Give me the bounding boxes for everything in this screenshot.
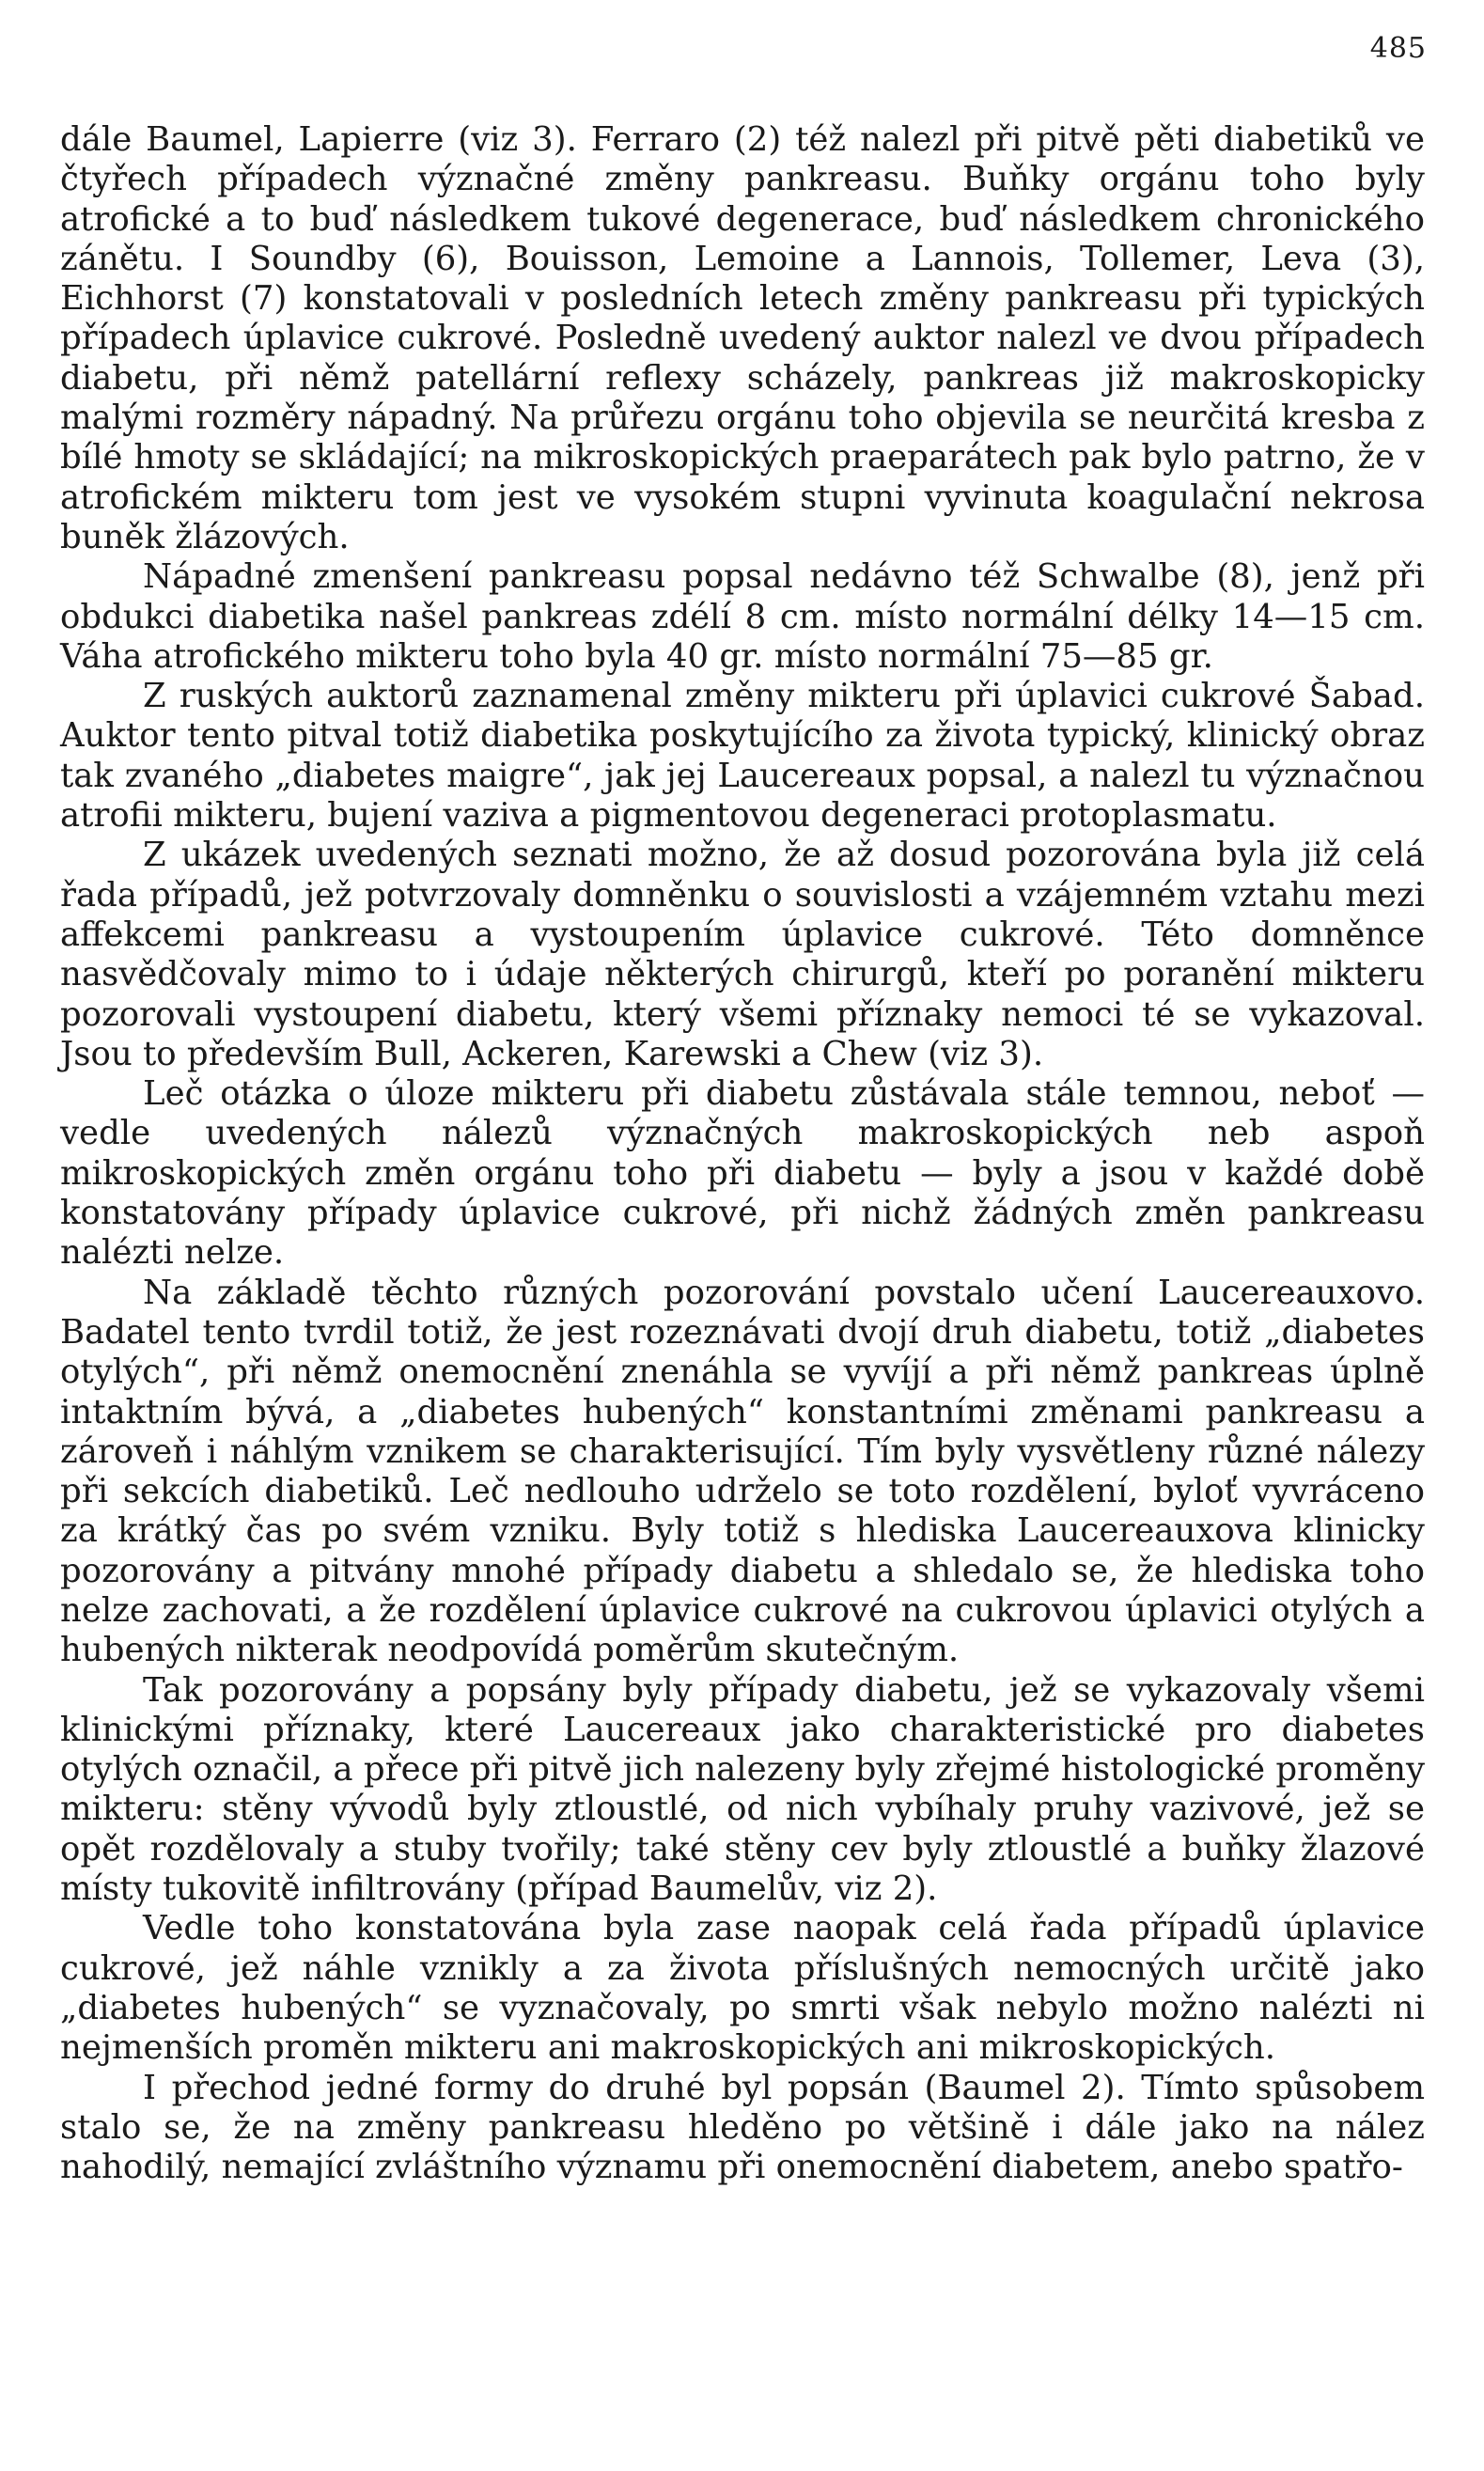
paragraph-4: Z ukázek uvedených seznati možno, že až dosud pozorována byla již celá řada případů, jež potvrzovaly domněnku o souvislosti a vzájemném vztahu mezi affekcemi pankreasu a vystoupením úplavice cukrové. Této domněnce nasvědčovaly mimo to i údaje některých chirurgů, kteří po poranění mikteru pozorovali vystoupení diabetu, který všemi příznaky nemoci té se vykazoval. Jsou to především Bull, Ackeren, Karewski a Chew (viz 3). (60, 836, 1425, 1073)
page-number: 485 (1369, 32, 1427, 65)
paragraph-1: dále Baumel, Lapierre (viz 3). Ferraro (2) též nalezl při pitvě pěti diabetiků ve čtyřech případech význačné změny pankreasu. Buňky orgánu toho byly atrofické a to buď následkem tukové degenerace, buď následkem chronického zánětu. I Soundby (6), Bouisson, Lemoine a Lannois, Tollemer, Leva (3), Eichhorst (7) konstatovali v posledních letech změny pankreasu při typických případech úplavice cukrové. Posledně uvedený auktor nalezl ve dvou případech diabetu, při němž patellární reflexy scházely, pankreas již makroskopicky malými rozměry nápadný. Na průřezu orgánu toho objevila se neurčitá kresba z bílé hmoty se skládající; na mikroskopických praeparátech pak bylo patrno, že v atrofickém mikteru tom jest ve vysokém stupni vyvinuta koagulační nekrosa buněk žlázových. (60, 120, 1425, 556)
paragraph-2: Nápadné zmenšení pankreasu popsal nedávno též Schwalbe (8), jenž při obdukci diabetika našel pankreas zdélí 8 cm. místo normální délky 14—15 cm. Váha atrofického mikteru toho byla 40 gr. místo normální 75—85 gr. (60, 557, 1425, 676)
paragraph-7: Tak pozorovány a popsány byly případy diabetu, jež se vykazovaly všemi klinickými příznaky, které Laucereaux jako charakteristické pro diabetes otylých označil, a přece při pitvě jich nalezeny byly zřejmé histologické proměny mikteru: stěny vývodů byly ztloustlé, od nich vybíhaly pruhy vazivové, jež se opět rozdělovaly a stuby tvořily; také stěny cev byly ztloustlé a buňky žlazové místy tukovitě infiltrovány (případ Baumelův, viz 2). (60, 1670, 1425, 1909)
paragraph-3: Z ruských auktorů zaznamenal změny mikteru při úplavici cukrové Šabad. Auktor tento pitval totiž diabetika poskytujícího za života typický, klinický obraz tak zvaného „diabetes maigre“, jak jej Laucereaux popsal, a nalezl tu význačnou atrofii mikteru, bujení vaziva a pigmentovou degeneraci protoplasmatu. (60, 677, 1425, 836)
paragraph-5: Leč otázka o úloze mikteru při diabetu zůstávala stále temnou, neboť — vedle uvedených nálezů význačných makroskopických neb aspoň mikroskopických změn orgánu toho při diabetu — byly a jsou v každé době konstatovány případy úplavice cukrové, při nichž žádných změn pankreasu nalézti nelze. (60, 1074, 1425, 1273)
body-text (60, 120, 1425, 2187)
paragraph-9: I přechod jedné formy do druhé byl popsán (Baumel 2). Tímto spůsobem stalo se, že na změny pankreasu hleděno po většině i dále jako na nález nahodilý, nemající zvláštního významu při onemocnění diabetem, anebo spatřo- (60, 2068, 1425, 2187)
paragraph-8: Vedle toho konstatována byla zase naopak celá řada případů úplavice cukrové, jež náhle vznikly a za života příslušných nemocných určitě jako „diabetes hubených“ se vyznačovaly, po smrti však nebylo možno nalézti ni nejmenších proměn mikteru ani makroskopických ani mikroskopických. (60, 1909, 1425, 2068)
paragraph-6: Na základě těchto různých pozorování povstalo učení Laucereauxovo. Badatel tento tvrdil totiž, že jest rozeznávati dvojí druh diabetu, totiž „diabetes otylých“, při němž onemocnění znenáhla se vyvíjí a při němž pankreas úplně intaktním bývá, a „diabetes hubených“ konstantními změnami pankreasu a zároveň i náhlým vznikem se charakterisující. Tím byly vysvětleny různé nálezy při sekcích diabetiků. Leč nedlouho udrželo se toto rozdělení, byloť vyvráceno za krátký čas po svém vzniku. Byly totiž s hlediska Laucereauxova klinicky pozorovány a pitvány mnohé případy diabetu a shledalo se, že hlediska toho nelze zachovati, a že rozdělení úplavice cukrové na cukrovou úplavici otylých a hubených nikterak neodpovídá poměrům skutečným. (60, 1273, 1425, 1670)
